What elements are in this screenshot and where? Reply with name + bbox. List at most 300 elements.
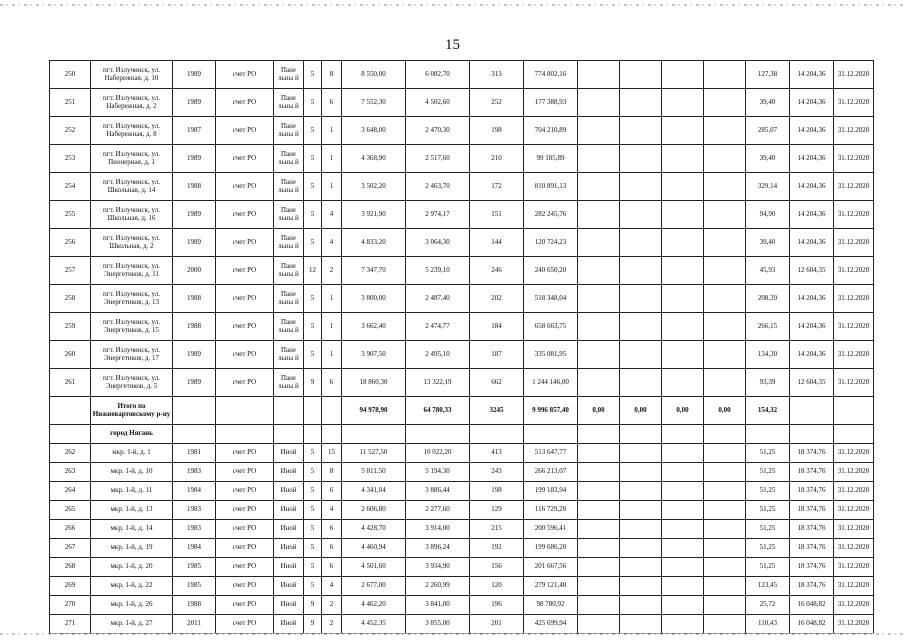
cell-empty-1 bbox=[578, 257, 620, 285]
cell-empty-2 bbox=[620, 463, 662, 482]
cell-empty-3 bbox=[662, 313, 704, 341]
cell-empty-4 bbox=[704, 577, 746, 596]
cell-fund-method: счет РО bbox=[216, 229, 274, 257]
cell-cost-limit: 14 204,36 bbox=[790, 145, 834, 173]
section-empty bbox=[704, 425, 746, 444]
cell-entrances: 6 bbox=[322, 520, 342, 539]
cell-area-living: 5 239,10 bbox=[406, 257, 470, 285]
cell-empty-2 bbox=[620, 285, 662, 313]
cell-address: пгт. Излучинск, ул. Энергетиков, д. 15 bbox=[91, 313, 173, 341]
cell-empty-4 bbox=[704, 444, 746, 463]
cell-empty-4 bbox=[704, 520, 746, 539]
cell-area-total: 3 800,00 bbox=[342, 285, 406, 313]
cell-cost-limit: 18 374,76 bbox=[790, 520, 834, 539]
cell-area-living: 2 517,60 bbox=[406, 145, 470, 173]
cell-entrances: 1 bbox=[322, 285, 342, 313]
cell-build-year: 1988 bbox=[173, 596, 216, 615]
cell-build-year: 1981 bbox=[173, 444, 216, 463]
cell-empty-4 bbox=[704, 501, 746, 520]
cell-cost-limit: 14 204,36 bbox=[790, 89, 834, 117]
cell-residents: 144 bbox=[470, 229, 524, 257]
cell-address: пгт. Излучинск, ул. Энергетиков, д. 5 bbox=[91, 369, 173, 397]
cell-fund-method: счет РО bbox=[216, 257, 274, 285]
housing-registry-table bbox=[49, 60, 874, 634]
cell-area-total: 2 677,00 bbox=[342, 577, 406, 596]
cell-unit-cost: 51,25 bbox=[746, 482, 790, 501]
total-empty bbox=[834, 397, 874, 425]
cell-empty-4 bbox=[704, 463, 746, 482]
table-row bbox=[50, 444, 874, 463]
cell-empty-1 bbox=[578, 482, 620, 501]
cell-empty-3 bbox=[662, 257, 704, 285]
cell-fund-method: счет РО bbox=[216, 482, 274, 501]
cell-area-total: 3 662,40 bbox=[342, 313, 406, 341]
cell-row-number: 255 bbox=[50, 201, 91, 229]
cell-wall-material: Пане льны й bbox=[274, 117, 304, 145]
cell-row-number: 267 bbox=[50, 539, 91, 558]
cell-residents: 198 bbox=[470, 117, 524, 145]
cell-entrances: 8 bbox=[322, 61, 342, 89]
cell-cost: 120 724,23 bbox=[524, 229, 578, 257]
table-row bbox=[50, 89, 874, 117]
cell-cost: 279 121,48 bbox=[524, 577, 578, 596]
cell-area-total: 4 833,20 bbox=[342, 229, 406, 257]
cell-empty-2 bbox=[620, 369, 662, 397]
cell-residents: 187 bbox=[470, 341, 524, 369]
cell-empty-4 bbox=[704, 285, 746, 313]
cell-area-total: 3 648,00 bbox=[342, 117, 406, 145]
cell-empty-1 bbox=[578, 173, 620, 201]
section-empty bbox=[790, 425, 834, 444]
cell-wall-material: Пане льны й bbox=[274, 89, 304, 117]
cell-cost: 425 699,94 bbox=[524, 615, 578, 634]
cell-area-living: 2 463,70 bbox=[406, 173, 470, 201]
cell-empty-3 bbox=[662, 117, 704, 145]
total-row bbox=[50, 397, 874, 425]
cell-fund-method: счет РО bbox=[216, 596, 274, 615]
cell-fund-method: счет РО bbox=[216, 558, 274, 577]
cell-entrances: 4 bbox=[322, 501, 342, 520]
table-row bbox=[50, 201, 874, 229]
cell-build-year: 1983 bbox=[173, 463, 216, 482]
cell-row-number: 264 bbox=[50, 482, 91, 501]
table-row bbox=[50, 539, 874, 558]
table-row bbox=[50, 145, 874, 173]
cell-cost-limit: 18 374,76 bbox=[790, 539, 834, 558]
cell-cost: 810 891,13 bbox=[524, 173, 578, 201]
cell-empty-1 bbox=[578, 117, 620, 145]
cell-cost-limit: 18 374,76 bbox=[790, 501, 834, 520]
cell-area-total: 4 341,04 bbox=[342, 482, 406, 501]
cell-empty-1 bbox=[578, 229, 620, 257]
cell-residents: 198 bbox=[470, 482, 524, 501]
cell-empty-1 bbox=[578, 615, 620, 634]
district-total bbox=[50, 397, 874, 444]
cell-floors: 5 bbox=[304, 145, 322, 173]
cell-wall-material: Пане льны й bbox=[274, 173, 304, 201]
cell-empty-4 bbox=[704, 257, 746, 285]
table-row bbox=[50, 558, 874, 577]
cell-empty-2 bbox=[620, 520, 662, 539]
cell-unit-cost: 45,93 bbox=[746, 257, 790, 285]
section-empty bbox=[746, 425, 790, 444]
cell-empty-4 bbox=[704, 313, 746, 341]
section-empty bbox=[470, 425, 524, 444]
total-empty bbox=[216, 397, 274, 425]
cell-floors: 5 bbox=[304, 558, 322, 577]
cell-empty-2 bbox=[620, 145, 662, 173]
cell-row-number: 263 bbox=[50, 463, 91, 482]
cell-cost: 704 210,89 bbox=[524, 117, 578, 145]
cell-deadline: 31.12.2020 bbox=[834, 201, 874, 229]
cell-entrances: 4 bbox=[322, 229, 342, 257]
cell-area-total: 4 462,20 bbox=[342, 596, 406, 615]
cell-empty-2 bbox=[620, 61, 662, 89]
cell-cost: 240 650,20 bbox=[524, 257, 578, 285]
section-empty bbox=[406, 425, 470, 444]
cell-empty-4 bbox=[704, 539, 746, 558]
cell-empty-3 bbox=[662, 89, 704, 117]
cell-unit-cost: 94,90 bbox=[746, 201, 790, 229]
total-empty bbox=[274, 397, 304, 425]
cell-floors: 5 bbox=[304, 577, 322, 596]
cell-cost: 774 802,16 bbox=[524, 61, 578, 89]
cell-empty-4 bbox=[704, 341, 746, 369]
cell-empty-1 bbox=[578, 539, 620, 558]
cell-row-number: 251 bbox=[50, 89, 91, 117]
cell-area-total: 11 527,50 bbox=[342, 444, 406, 463]
scan-top-edge bbox=[0, 4, 905, 6]
cell-floors: 5 bbox=[304, 117, 322, 145]
cell-empty-1 bbox=[578, 596, 620, 615]
section-empty bbox=[304, 425, 322, 444]
cell-area-total: 5 811,50 bbox=[342, 463, 406, 482]
cell-empty-3 bbox=[662, 482, 704, 501]
cell-deadline: 31.12.2020 bbox=[834, 285, 874, 313]
cell-cost-limit: 16 048,82 bbox=[790, 596, 834, 615]
cell-deadline: 31.12.2020 bbox=[834, 596, 874, 615]
cell-wall-material: Иной bbox=[274, 577, 304, 596]
cell-row-number: 269 bbox=[50, 577, 91, 596]
cell-cost: 513 647,77 bbox=[524, 444, 578, 463]
cell-entrances: 2 bbox=[322, 257, 342, 285]
table-row bbox=[50, 117, 874, 145]
cell-cost-limit: 16 048,82 bbox=[790, 615, 834, 634]
cell-empty-4 bbox=[704, 117, 746, 145]
cell-row-number: 258 bbox=[50, 285, 91, 313]
cell-empty-3 bbox=[662, 501, 704, 520]
cell-floors: 5 bbox=[304, 444, 322, 463]
cell-wall-material: Иной bbox=[274, 463, 304, 482]
cell-build-year: 1985 bbox=[173, 577, 216, 596]
cell-empty-1 bbox=[578, 285, 620, 313]
cell-empty-2 bbox=[620, 341, 662, 369]
cell-empty-1 bbox=[578, 463, 620, 482]
cell-build-year: 1988 bbox=[173, 285, 216, 313]
cell-residents: 202 bbox=[470, 285, 524, 313]
table-row bbox=[50, 313, 874, 341]
section-title: город Нягань bbox=[91, 425, 173, 444]
cell-fund-method: счет РО bbox=[216, 520, 274, 539]
table-row bbox=[50, 520, 874, 539]
cell-floors: 5 bbox=[304, 89, 322, 117]
cell-entrances: 2 bbox=[322, 596, 342, 615]
cell-empty-4 bbox=[704, 369, 746, 397]
cell-build-year: 1988 bbox=[173, 313, 216, 341]
cell-area-living: 3 064,30 bbox=[406, 229, 470, 257]
cell-area-total: 4 368,90 bbox=[342, 145, 406, 173]
cell-unit-cost: 51,25 bbox=[746, 539, 790, 558]
cell-address: пгт. Излучинск, ул. Школьная, д. 16 bbox=[91, 201, 173, 229]
total-area-total: 94 978,90 bbox=[342, 397, 406, 425]
section-empty bbox=[662, 425, 704, 444]
cell-empty-3 bbox=[662, 539, 704, 558]
cell-fund-method: счет РО bbox=[216, 201, 274, 229]
cell-entrances: 1 bbox=[322, 313, 342, 341]
cell-row-number: 270 bbox=[50, 596, 91, 615]
section-empty bbox=[342, 425, 406, 444]
cell-floors: 9 bbox=[304, 596, 322, 615]
cell-address: мкр. 1-й, д. 27 bbox=[91, 615, 173, 634]
cell-row-number: 262 bbox=[50, 444, 91, 463]
cell-empty-2 bbox=[620, 117, 662, 145]
cell-cost: 99 185,89 bbox=[524, 145, 578, 173]
cell-cost: 658 663,75 bbox=[524, 313, 578, 341]
cell-area-living: 13 322,19 bbox=[406, 369, 470, 397]
cell-residents: 662 bbox=[470, 369, 524, 397]
cell-wall-material: Иной bbox=[274, 444, 304, 463]
cell-deadline: 31.12.2020 bbox=[834, 482, 874, 501]
cell-area-total: 3 907,50 bbox=[342, 341, 406, 369]
cell-empty-3 bbox=[662, 61, 704, 89]
cell-unit-cost: 51,25 bbox=[746, 501, 790, 520]
section-empty bbox=[620, 425, 662, 444]
section-empty bbox=[274, 425, 304, 444]
cell-fund-method: счет РО bbox=[216, 615, 274, 634]
cell-address: мкр. 1-й, д. 13 bbox=[91, 501, 173, 520]
cell-wall-material: Пане льны й bbox=[274, 201, 304, 229]
cell-cost-limit: 18 374,76 bbox=[790, 482, 834, 501]
cell-floors: 5 bbox=[304, 482, 322, 501]
cell-empty-4 bbox=[704, 596, 746, 615]
cell-area-living: 6 082,70 bbox=[406, 61, 470, 89]
cell-empty-4 bbox=[704, 145, 746, 173]
cell-address: мкр. 1-й, д. 14 bbox=[91, 520, 173, 539]
cell-entrances: 1 bbox=[322, 341, 342, 369]
cell-wall-material: Иной bbox=[274, 520, 304, 539]
cell-row-number: 266 bbox=[50, 520, 91, 539]
cell-empty-3 bbox=[662, 463, 704, 482]
cell-wall-material: Пане льны й bbox=[274, 369, 304, 397]
cell-build-year: 1989 bbox=[173, 145, 216, 173]
cell-unit-cost: 39,40 bbox=[746, 145, 790, 173]
table-row bbox=[50, 257, 874, 285]
cell-area-living: 2 487,40 bbox=[406, 285, 470, 313]
cell-floors: 5 bbox=[304, 229, 322, 257]
cell-unit-cost: 51,25 bbox=[746, 444, 790, 463]
cell-cost: 116 729,28 bbox=[524, 501, 578, 520]
cell-cost-limit: 18 374,76 bbox=[790, 577, 834, 596]
table-row bbox=[50, 463, 874, 482]
cell-empty-2 bbox=[620, 482, 662, 501]
cell-area-living: 10 022,20 bbox=[406, 444, 470, 463]
cell-cost: 200 596,41 bbox=[524, 520, 578, 539]
cell-address: мкр. 1-й, д. 10 bbox=[91, 463, 173, 482]
cell-empty-2 bbox=[620, 229, 662, 257]
cell-cost: 1 244 146,00 bbox=[524, 369, 578, 397]
cell-empty-3 bbox=[662, 285, 704, 313]
cell-build-year: 1989 bbox=[173, 369, 216, 397]
cell-fund-method: счет РО bbox=[216, 117, 274, 145]
cell-empty-3 bbox=[662, 173, 704, 201]
cell-cost-limit: 14 204,36 bbox=[790, 61, 834, 89]
section-empty bbox=[322, 425, 342, 444]
table-row bbox=[50, 615, 874, 634]
cell-empty-2 bbox=[620, 596, 662, 615]
cell-row-number: 257 bbox=[50, 257, 91, 285]
cell-empty-4 bbox=[704, 61, 746, 89]
cell-residents: 120 bbox=[470, 577, 524, 596]
cell-cost: 282 245,76 bbox=[524, 201, 578, 229]
cell-row-number: 254 bbox=[50, 173, 91, 201]
cell-wall-material: Иной bbox=[274, 482, 304, 501]
cell-area-total: 8 550,00 bbox=[342, 61, 406, 89]
cell-empty-2 bbox=[620, 615, 662, 634]
total-residents: 3245 bbox=[470, 397, 524, 425]
cell-row-number: 253 bbox=[50, 145, 91, 173]
cell-empty-1 bbox=[578, 577, 620, 596]
cell-area-living: 4 502,60 bbox=[406, 89, 470, 117]
cell-unit-cost: 93,39 bbox=[746, 369, 790, 397]
cell-floors: 5 bbox=[304, 285, 322, 313]
cell-unit-cost: 39,40 bbox=[746, 229, 790, 257]
cell-address: мкр. 1-й, д. 20 bbox=[91, 558, 173, 577]
cell-build-year: 1989 bbox=[173, 89, 216, 117]
cell-unit-cost: 285,07 bbox=[746, 117, 790, 145]
total-label: Итого по Нижневартовскому р-ну bbox=[91, 397, 173, 425]
cell-build-year: 1983 bbox=[173, 501, 216, 520]
cell-unit-cost: 329,14 bbox=[746, 173, 790, 201]
cell-cost-limit: 14 204,36 bbox=[790, 341, 834, 369]
cell-cost-limit: 12 604,35 bbox=[790, 257, 834, 285]
cell-empty-3 bbox=[662, 369, 704, 397]
cell-cost: 98 780,92 bbox=[524, 596, 578, 615]
cell-build-year: 1989 bbox=[173, 61, 216, 89]
cell-area-total: 2 606,80 bbox=[342, 501, 406, 520]
cell-fund-method: счет РО bbox=[216, 61, 274, 89]
cell-area-living: 2 474,77 bbox=[406, 313, 470, 341]
cell-deadline: 31.12.2020 bbox=[834, 463, 874, 482]
cell-area-total: 18 860,30 bbox=[342, 369, 406, 397]
cell-entrances: 6 bbox=[322, 539, 342, 558]
cell-empty-1 bbox=[578, 501, 620, 520]
total-zero-1: 0,00 bbox=[578, 397, 620, 425]
cell-deadline: 31.12.2020 bbox=[834, 558, 874, 577]
cell-area-living: 2 470,30 bbox=[406, 117, 470, 145]
cell-empty-1 bbox=[578, 520, 620, 539]
cell-deadline: 31.12.2020 bbox=[834, 117, 874, 145]
cell-fund-method: счет РО bbox=[216, 285, 274, 313]
cell-fund-method: счет РО bbox=[216, 501, 274, 520]
cell-row-number: 250 bbox=[50, 61, 91, 89]
cell-deadline: 31.12.2020 bbox=[834, 61, 874, 89]
total-zero-4: 0,00 bbox=[704, 397, 746, 425]
cell-entrances: 1 bbox=[322, 173, 342, 201]
cell-entrances: 4 bbox=[322, 201, 342, 229]
district-rows bbox=[50, 61, 874, 397]
cell-wall-material: Пане льны й bbox=[274, 313, 304, 341]
cell-deadline: 31.12.2020 bbox=[834, 173, 874, 201]
cell-residents: 246 bbox=[470, 257, 524, 285]
cell-unit-cost: 266,15 bbox=[746, 313, 790, 341]
total-empty bbox=[173, 397, 216, 425]
cell-empty-4 bbox=[704, 201, 746, 229]
cell-entrances: 6 bbox=[322, 89, 342, 117]
cell-empty-1 bbox=[578, 201, 620, 229]
cell-area-living: 3 855,00 bbox=[406, 615, 470, 634]
table-row bbox=[50, 596, 874, 615]
cell-empty-4 bbox=[704, 89, 746, 117]
cell-unit-cost: 39,40 bbox=[746, 89, 790, 117]
cell-cost: 199 686,20 bbox=[524, 539, 578, 558]
section-empty bbox=[216, 425, 274, 444]
cell-build-year: 1985 bbox=[173, 558, 216, 577]
cell-wall-material: Пане льны й bbox=[274, 257, 304, 285]
cell-cost-limit: 12 604,35 bbox=[790, 369, 834, 397]
cell-empty-4 bbox=[704, 482, 746, 501]
cell-deadline: 31.12.2020 bbox=[834, 501, 874, 520]
cell-address: пгт. Излучинск, ул. Пионерная, д. 1 bbox=[91, 145, 173, 173]
cell-empty-4 bbox=[704, 173, 746, 201]
cell-cost: 518 348,04 bbox=[524, 285, 578, 313]
cell-entrances: 4 bbox=[322, 577, 342, 596]
cell-area-total: 7 552,30 bbox=[342, 89, 406, 117]
cell-empty-1 bbox=[578, 369, 620, 397]
cell-fund-method: счет РО bbox=[216, 89, 274, 117]
cell-fund-method: счет РО bbox=[216, 444, 274, 463]
cell-empty-2 bbox=[620, 201, 662, 229]
cell-floors: 5 bbox=[304, 501, 322, 520]
cell-empty-1 bbox=[578, 145, 620, 173]
cell-empty-2 bbox=[620, 577, 662, 596]
cell-entrances: 6 bbox=[322, 558, 342, 577]
cell-area-total: 7 347,70 bbox=[342, 257, 406, 285]
cell-row-number: 252 bbox=[50, 117, 91, 145]
cell-residents: 252 bbox=[470, 89, 524, 117]
cell-empty-4 bbox=[704, 229, 746, 257]
cell-empty-3 bbox=[662, 341, 704, 369]
cell-area-living: 5 194,30 bbox=[406, 463, 470, 482]
cell-empty-1 bbox=[578, 89, 620, 117]
table-row bbox=[50, 577, 874, 596]
cell-empty-2 bbox=[620, 89, 662, 117]
cell-empty-3 bbox=[662, 615, 704, 634]
cell-empty-2 bbox=[620, 539, 662, 558]
cell-area-living: 3 841,00 bbox=[406, 596, 470, 615]
cell-cost-limit: 14 204,36 bbox=[790, 313, 834, 341]
cell-empty-3 bbox=[662, 444, 704, 463]
cell-cost-limit: 14 204,36 bbox=[790, 173, 834, 201]
cell-floors: 9 bbox=[304, 615, 322, 634]
cell-address: мкр. 1-й, д. 26 bbox=[91, 596, 173, 615]
cell-address: пгт. Излучинск, ул. Энергетиков, д. 17 bbox=[91, 341, 173, 369]
cell-wall-material: Иной bbox=[274, 615, 304, 634]
cell-empty-3 bbox=[662, 145, 704, 173]
cell-wall-material: Иной bbox=[274, 539, 304, 558]
cell-address: мкр. 1-й, д. 19 bbox=[91, 539, 173, 558]
cell-build-year: 1988 bbox=[173, 173, 216, 201]
cell-empty-3 bbox=[662, 558, 704, 577]
